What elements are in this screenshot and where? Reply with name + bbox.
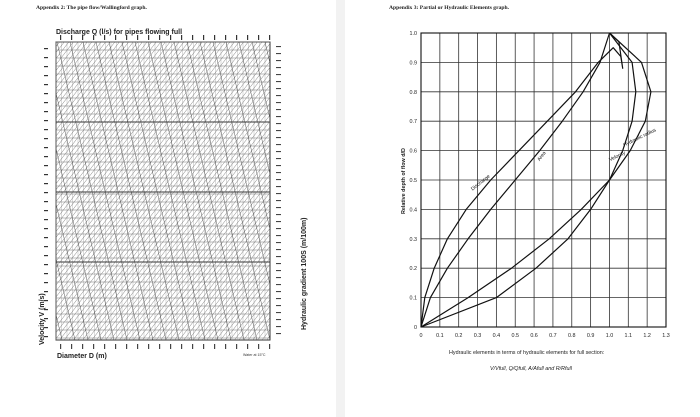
velocity-axis-label: Velocity V (m/s) xyxy=(39,293,46,345)
x-tick-label: 0.5 xyxy=(511,333,519,339)
x-tick-label: 0.6 xyxy=(530,333,538,339)
y-tick-label: 0.8 xyxy=(409,89,417,96)
discharge-label: Discharge xyxy=(470,173,492,193)
hydraulic-elements-grid xyxy=(421,33,666,327)
x-axis-label: Hydraulic elements in terms of hydraulic elements for full section: xyxy=(449,350,605,356)
x-tick-label: 1.2 xyxy=(643,333,651,339)
y-tick-label: 0.1 xyxy=(409,295,417,302)
x-tick-label: 0 xyxy=(419,333,423,339)
y-tick-label: 1.0 xyxy=(409,31,417,37)
x-tick-label: 0.3 xyxy=(473,333,482,339)
x-tick-label: 0.9 xyxy=(586,333,595,339)
appendix-2-heading: Appendix 2: The pipe flow/Wallingford graph. xyxy=(36,5,147,11)
y-tick-label: 0.6 xyxy=(409,148,417,155)
y-tick-label: 0.2 xyxy=(409,266,417,273)
x-tick-label: 0.1 xyxy=(436,333,444,339)
x-tick-label: 0.4 xyxy=(492,333,501,339)
discharge-title: Discharge Q (l/s) for pipes flowing full xyxy=(56,29,183,36)
y-tick-label: 0 xyxy=(414,325,417,331)
x-tick-label: 0.7 xyxy=(549,333,557,339)
y-tick-label: 0.3 xyxy=(409,236,417,243)
pipe-flow-chart xyxy=(0,0,336,417)
diameter-axis-label: Diameter D (m) xyxy=(57,353,107,360)
y-tick-label: 0.7 xyxy=(409,119,417,126)
right-page xyxy=(345,0,700,417)
hydraulic-elements-chart xyxy=(345,0,700,417)
left-page xyxy=(0,0,336,417)
x-tick-label: 1.3 xyxy=(662,333,670,339)
y-tick-label: 0.4 xyxy=(409,207,417,214)
y-tick-label: 0.9 xyxy=(409,60,417,67)
x-tick-label: 1.1 xyxy=(624,333,633,339)
x-tick-label: 1.0 xyxy=(605,333,614,339)
y-axis-label: Relative depth of flow d/D xyxy=(401,148,407,214)
water-temperature-note: Water at 15°C xyxy=(243,353,266,357)
hydraulic-radius-label: Hydraulic radius xyxy=(622,127,658,149)
area-label: Area xyxy=(536,150,548,163)
x-axis-formula: V/Vfull, Q/Qfull, A/Afull and R/Rfull xyxy=(490,366,572,372)
x-tick-label: 0.8 xyxy=(568,333,576,339)
pipe-flow-grid xyxy=(0,35,336,349)
appendix-3-heading: Appendix 3: Partial or Hydraulic Elements graph. xyxy=(389,5,510,11)
y-tick-label: 0.5 xyxy=(409,178,417,184)
x-tick-label: 0.2 xyxy=(454,333,463,339)
hydraulic-gradient-label: Hydraulic gradient 100S (m/100m) xyxy=(301,217,308,330)
velocity-label: Velocity xyxy=(608,150,627,164)
